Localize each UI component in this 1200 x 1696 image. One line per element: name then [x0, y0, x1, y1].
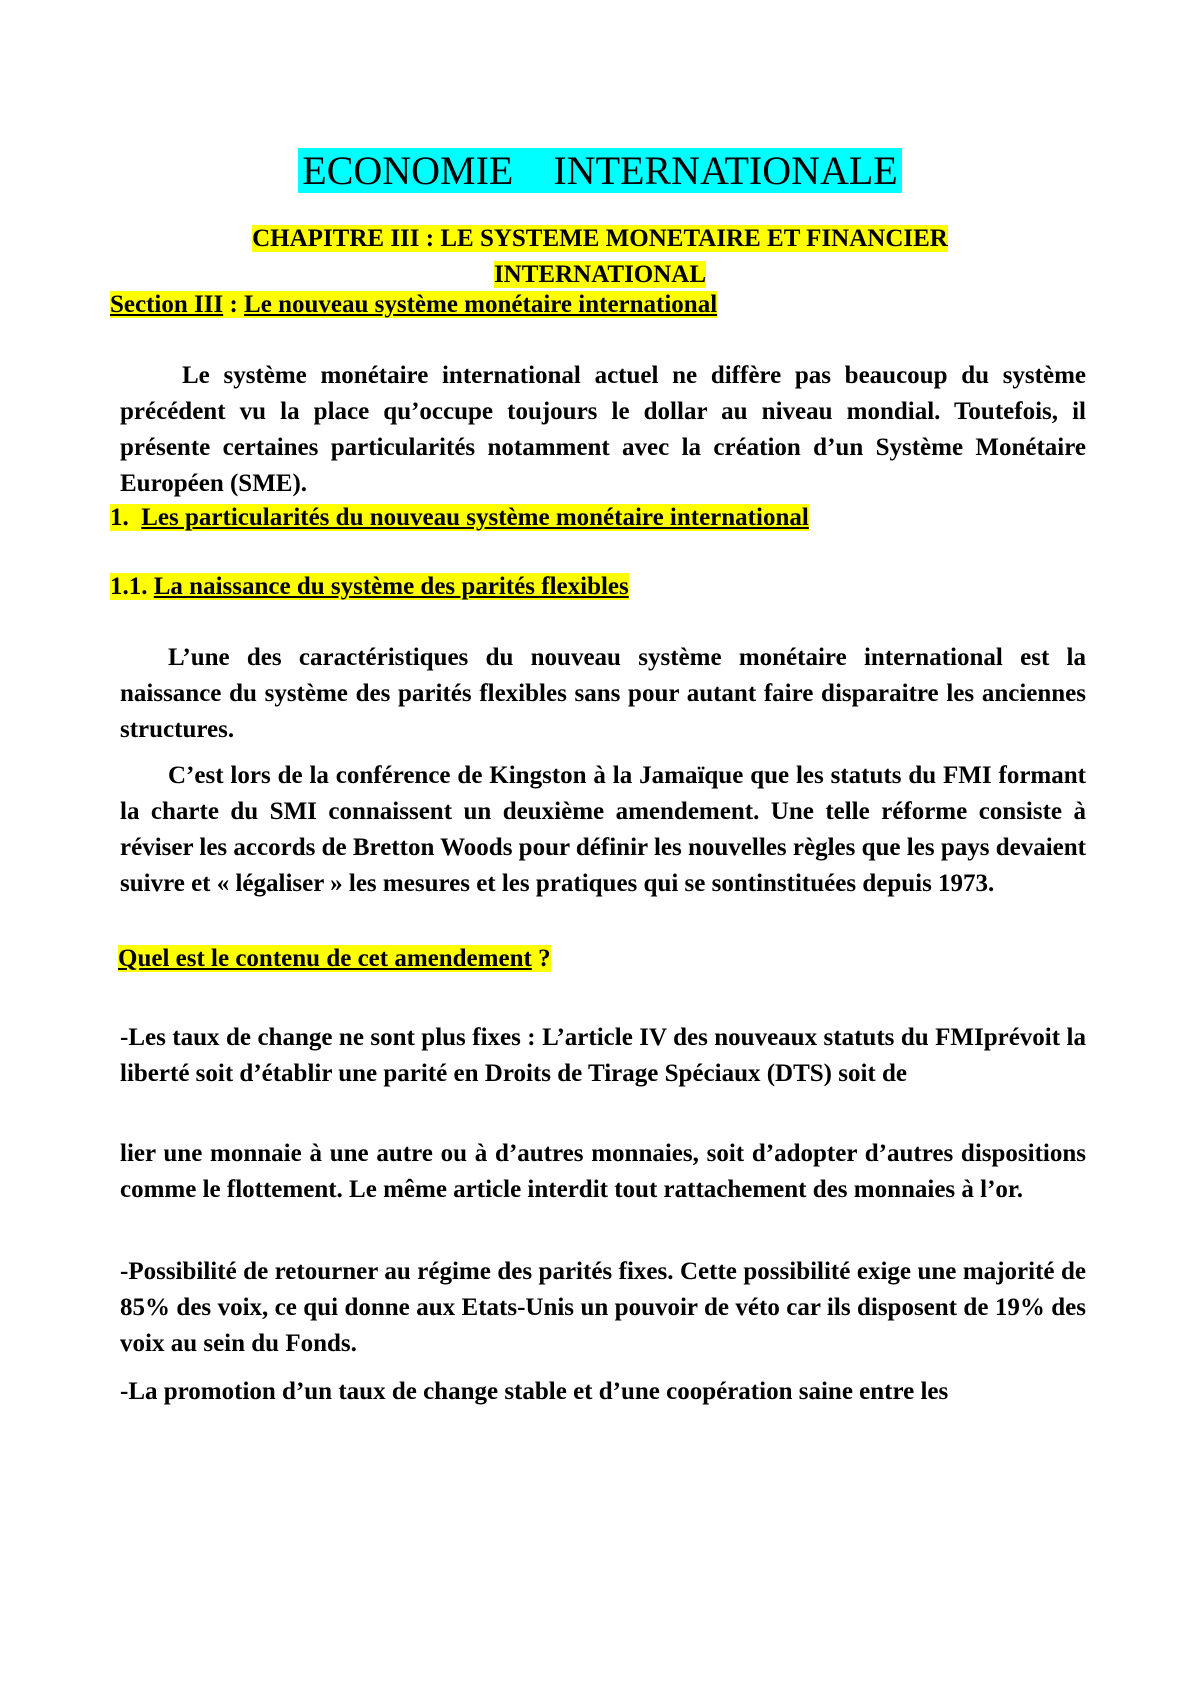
- paragraph-parites-flexibles: L’une des caractéristiques du nouveau système monétaire international est la naissance du système des parités flexibles sans pour autant faire disparaitre les anciennes structures.: [120, 644, 1086, 743]
- chapter-heading: [0, 221, 1200, 293]
- intro-paragraph: Le système monétaire international actuel ne diffère pas beaucoup du système précédent vu la place qu’occupe toujours le dollar au niveau mondial. Toutefois, il présente certaines particularités notamment avec la création d’un Système Monétaire Européen (SME).: [120, 362, 1086, 497]
- chapter-heading-line2: INTERNATIONAL: [493, 261, 707, 288]
- question-heading: Quel est le contenu de cet amendement ?: [118, 945, 551, 972]
- chapter-heading-line1: CHAPITRE III : LE SYSTEME MONETAIRE ET FINANCIER: [252, 225, 948, 252]
- heading-1-title: Les particularités du nouveau système monétaire international: [141, 504, 809, 531]
- paragraph-kingston: C’est lors de la conférence de Kingston à la Jamaïque que les statuts du FMI formant la charte du SMI connaissent un deuxième amendement. Une telle réforme consiste à réviser les accords de Bretton Woods pour définir les nouvelles règles que les pays devaient suivre et « légaliser » les mesures et les pratiques qui se sontinstituées depuis 1973.: [120, 762, 1086, 897]
- document-title: ECONOMIE INTERNATIONALE: [0, 148, 1200, 194]
- heading-1-1: [110, 570, 629, 604]
- section-heading: Section III : Le nouveau système monétaire international: [110, 291, 718, 318]
- bullet-parites-fixes: -Possibilité de retourner au régime des parités fixes. Cette possibilité exige une majorité de 85% des voix, ce qui donne aux Etats-Unis un pouvoir de véto car ils disposent de 19% des voix au sein du Fonds.: [120, 1258, 1086, 1357]
- heading-1-number: 1.: [110, 504, 129, 531]
- section-title: Le nouveau système monétaire international: [244, 291, 718, 318]
- question-text: Quel est le contenu de cet amendement: [118, 945, 532, 972]
- heading-1: [110, 501, 809, 535]
- bullet-promotion: -La promotion d’un taux de change stable et d’une coopération saine entre les: [120, 1378, 949, 1405]
- heading-1-1-title: La naissance du système des parités flexibles: [153, 573, 629, 600]
- bullet-taux-de-change-part1: -Les taux de change ne sont plus fixes : L’article IV des nouveaux statuts du FMIprévoit la liberté soit d’établir une parité en Droits de Tirage Spéciaux (DTS) soit de: [120, 1024, 1086, 1087]
- section-prefix: Section III: [110, 291, 224, 318]
- heading-1-1-number: 1.1.: [110, 573, 148, 600]
- bullet-taux-de-change-part2: lier une monnaie à une autre ou à d’autres monnaies, soit d’adopter d’autres dispositions comme le flottement. Le même article interdit tout rattachement des monnaies à l’or.: [120, 1140, 1086, 1203]
